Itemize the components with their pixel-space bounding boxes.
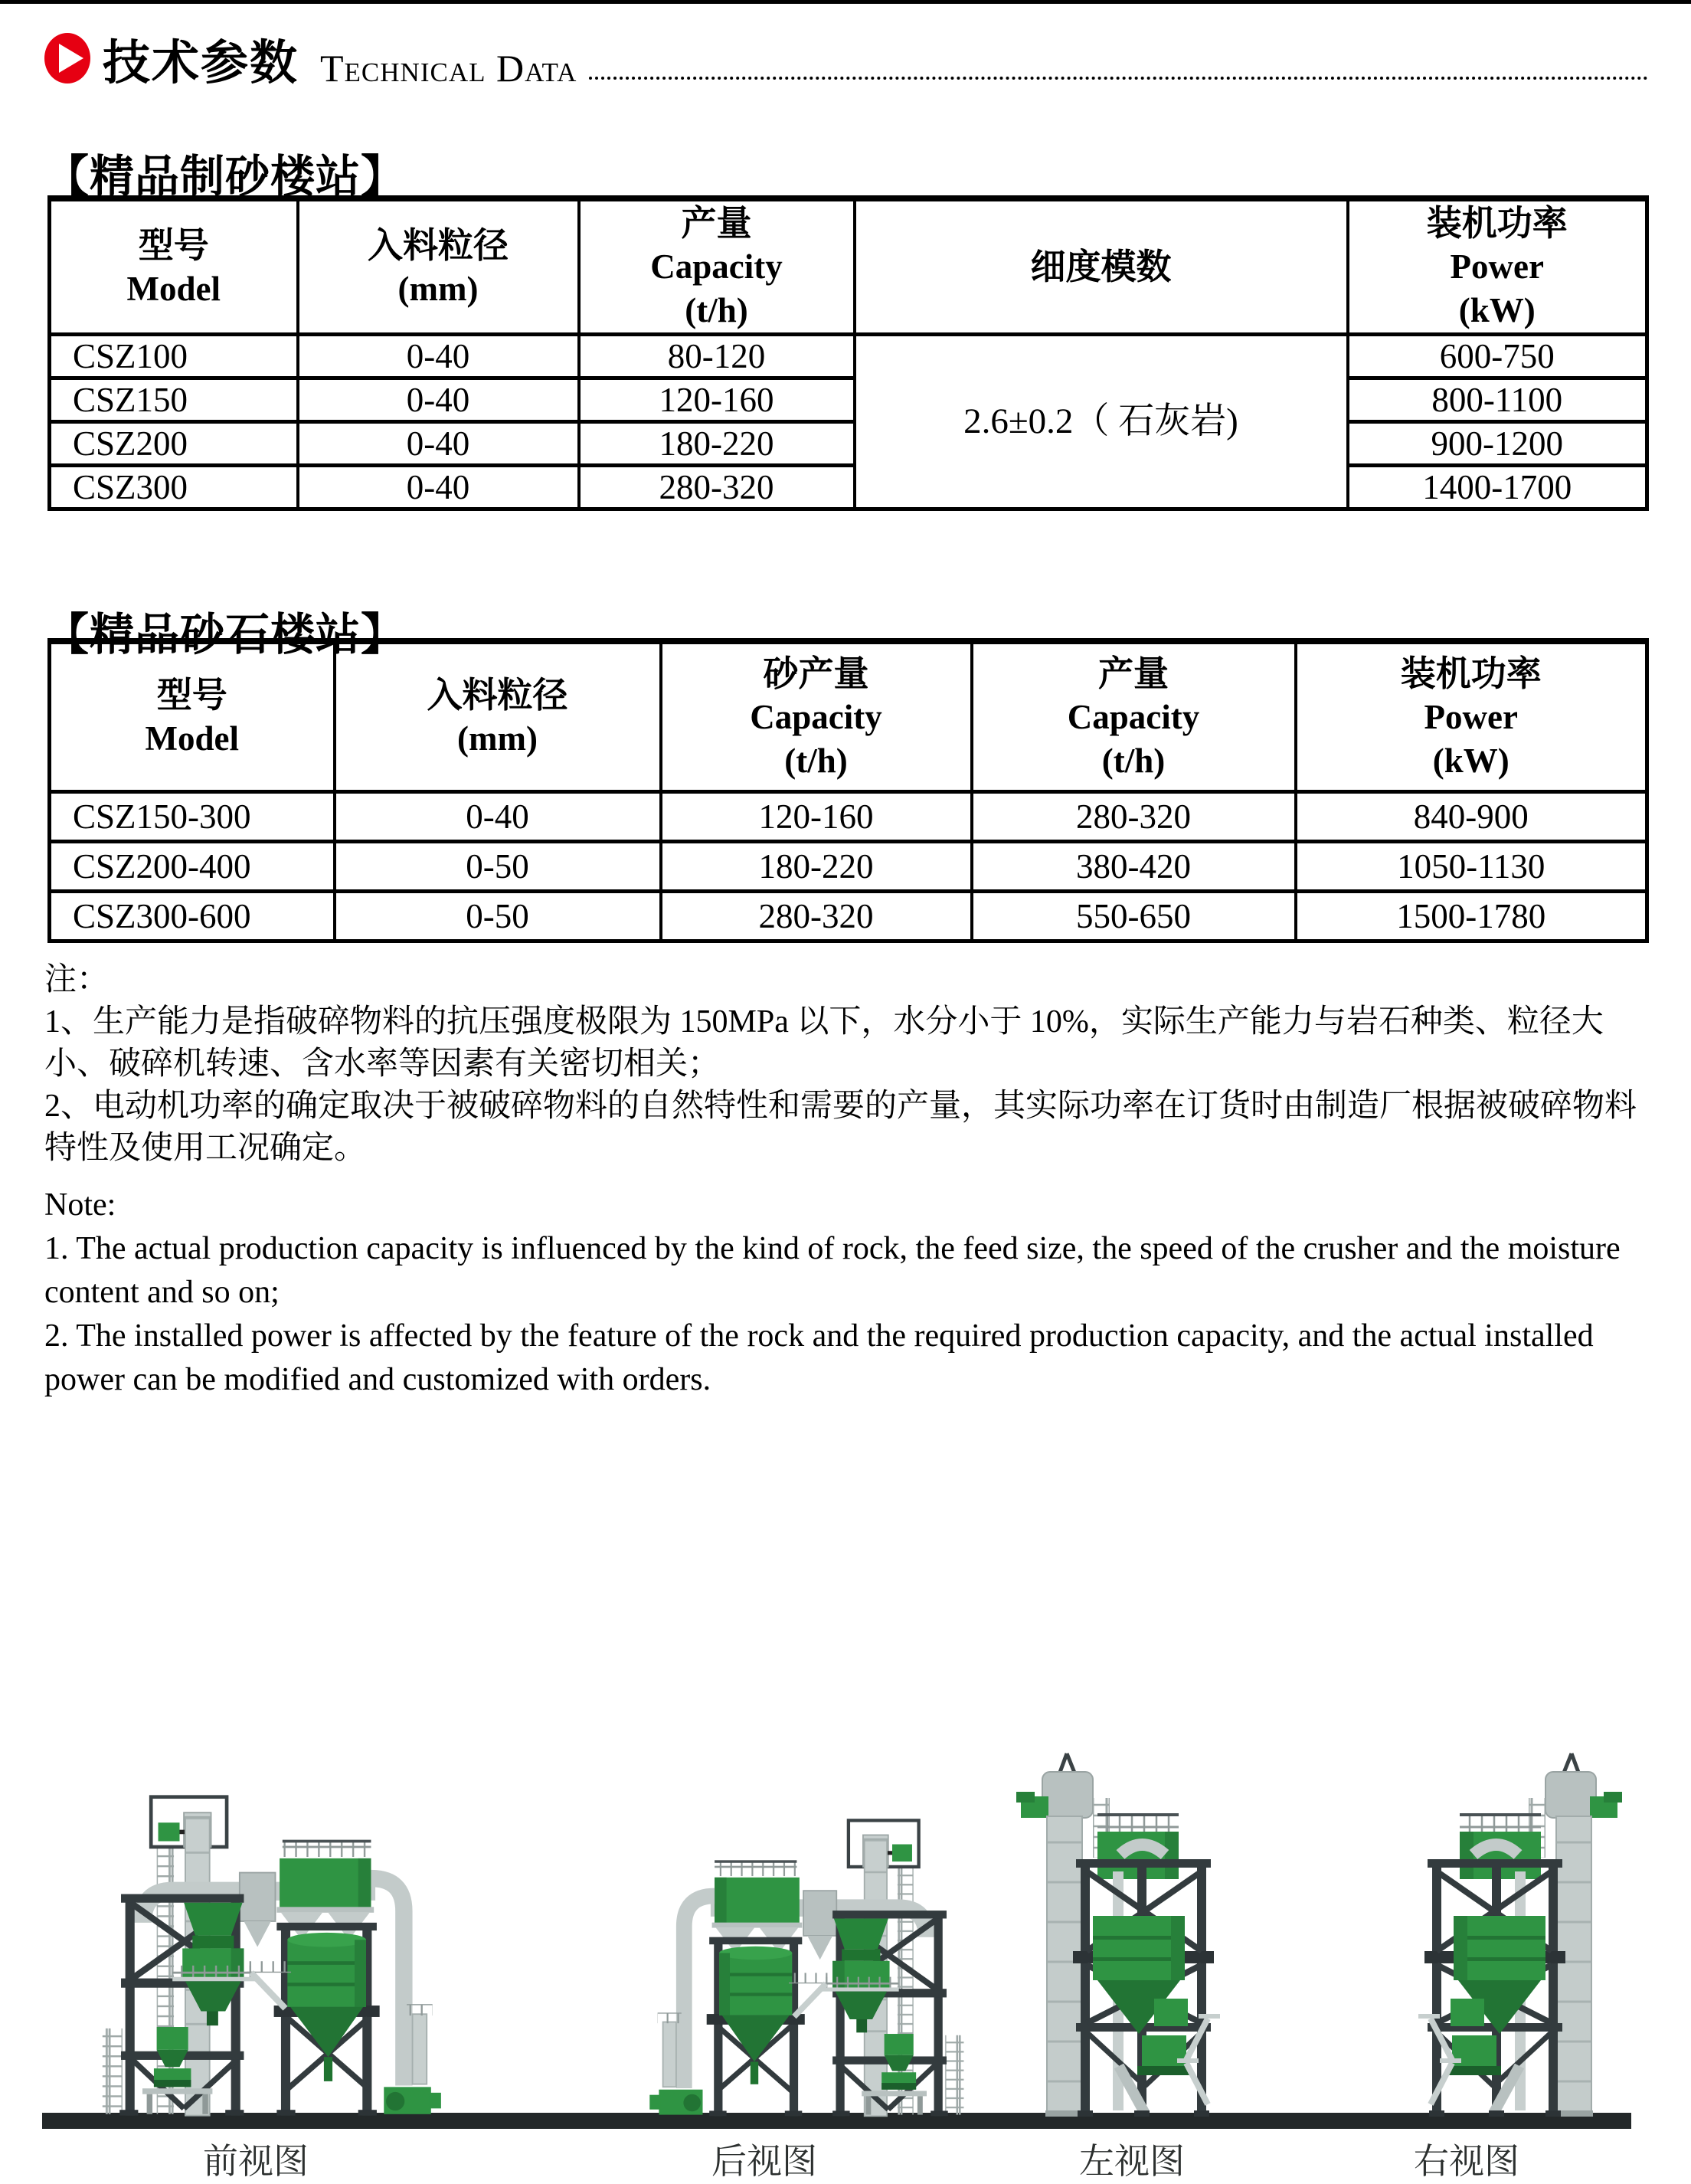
header-line: Model [126,269,221,308]
table-cell: 0-50 [335,842,661,892]
sand-making-spec-table [47,195,1649,511]
header-line: 细度模数 [1030,247,1172,287]
header-line: (t/h) [784,741,848,780]
table-cell: 0-40 [298,466,579,509]
sand-aggregate-spec-table [47,638,1649,943]
header-line: Capacity [750,697,882,736]
table-cell: 550-650 [972,892,1296,941]
header-line: (mm) [397,269,479,308]
col-header-sand-capacity [661,641,972,792]
col-header-feed-size [298,198,579,335]
table-cell: CSZ300-600 [50,892,335,941]
front-view-caption: 前视图 [203,2142,309,2181]
header-line: (mm) [457,719,538,758]
front-view-illustration [77,1751,505,2123]
header-line: 装机功率 [1400,653,1542,693]
back-view-illustration [590,1778,988,2123]
table-cell: CSZ150 [50,378,298,422]
col-header-power [1348,198,1647,335]
section-heading-sand-making: 【精品制砂楼站】 [44,152,407,202]
col-header-power [1296,641,1647,792]
header-line: 装机功率 [1426,203,1568,243]
notes-cn-item: 1、生产能力是指破碎物料的抗压强度极限为 150MPa 以下，水分小于 10%，实际生产能力与岩石种类、粒径大小、破碎机转速、含水率等因素有关密切相关； [44,1004,1604,1082]
right-view-illustration [1348,1724,1631,2123]
header-line: Power [1450,247,1544,286]
page-header [43,20,1648,90]
play-icon [43,31,92,89]
header-line: 型号 [138,224,209,265]
table-cell: 0-40 [298,378,579,422]
section-heading-sand-aggregate: 【精品砂石楼站】 [44,610,407,660]
table-cell: CSZ200 [50,422,298,466]
header-line: 型号 [156,675,227,715]
table-row [50,335,1647,378]
table-cell: 840-900 [1296,792,1647,842]
right-view-caption: 右视图 [1414,2142,1519,2181]
col-header-model [50,198,298,335]
top-rule [0,0,1691,4]
table-cell: 0-40 [298,335,579,378]
header-line: Power [1424,697,1518,736]
left-view-caption: 左视图 [1079,2142,1185,2181]
col-header-feed-size [335,641,661,792]
header-line: Capacity [1067,697,1200,736]
table-cell: 280-320 [972,792,1296,842]
table-header-row [50,641,1647,792]
table-cell: 1050-1130 [1296,842,1647,892]
notes-chinese [44,959,1648,1170]
table-cell: 0-40 [298,422,579,466]
col-header-capacity [972,641,1296,792]
left-view-figure [1007,1724,1290,2123]
table-row [50,378,1647,422]
table-cell: CSZ100 [50,335,298,378]
table-header-row [50,198,1647,335]
table-cell: 0-50 [335,892,661,941]
table-row [50,466,1647,509]
back-view-caption: 后视图 [711,2142,817,2181]
table-row [50,892,1647,941]
notes-cn-item: 2、电动机功率的确定取决于被破碎物料的自然特性和需要的产量，其实际功率在订货时由制造厂根据被破碎物料特性及使用工况确定。 [44,1089,1637,1166]
notes-english [44,1184,1648,1402]
table-cell: 600-750 [1348,335,1647,378]
table-cell: 0-40 [335,792,661,842]
table-cell: 120-160 [661,792,972,842]
header-line: 入料粒径 [368,224,509,265]
col-header-fineness-modulus [855,198,1348,335]
notes-cn-label: 注： [44,962,110,997]
table-cell: 800-1100 [1348,378,1647,422]
header-line: 砂产量 [763,653,869,693]
notes-en-item: 2. The installed power is affected by the feature of the rock and the required production capacity, and the actual installed power can be modified and customized with orders. [44,1318,1594,1397]
front-view-figure [77,1751,505,2123]
table-cell: 80-120 [579,335,855,378]
col-header-capacity [579,198,855,335]
notes-en-item: 1. The actual production capacity is influenced by the kind of rock, the feed size, the speed of the crusher and the moisture content and so on; [44,1231,1621,1310]
table-cell: CSZ200-400 [50,842,335,892]
page-title-cn: 技术参数 [103,37,299,90]
header-line: (t/h) [685,291,748,329]
header-line: (t/h) [1101,741,1166,780]
table-cell: 180-220 [579,422,855,466]
table-cell: 1400-1700 [1348,466,1647,509]
back-view-figure [590,1778,988,2123]
header-line: (kW) [1432,741,1509,780]
table-cell: 120-160 [579,378,855,422]
header-line: 产量 [1098,653,1169,693]
table-row [50,792,1647,842]
table-cell: 280-320 [579,466,855,509]
right-view-figure [1348,1724,1631,2123]
left-view-illustration [1007,1724,1290,2123]
dotted-leader [589,77,1648,80]
product-views [0,1716,1691,2179]
header-line: Model [145,719,239,758]
table-cell: 380-420 [972,842,1296,892]
table-cell: 1500-1780 [1296,892,1647,941]
table-cell: CSZ150-300 [50,792,335,842]
table-cell: 900-1200 [1348,422,1647,466]
fineness-modulus-merged-cell: 2.6±0.2（ 石灰岩) [855,335,1348,509]
table-cell: CSZ300 [50,466,298,509]
col-header-model [50,641,335,792]
header-line: 产量 [681,203,752,243]
table-row [50,842,1647,892]
header-line: Capacity [650,247,783,286]
page-title-en: Technical Data [320,47,577,90]
header-line: 入料粒径 [427,675,568,715]
table-row [50,422,1647,466]
table-cell: 280-320 [661,892,972,941]
notes-en-label: Note: [44,1187,116,1223]
header-line: (kW) [1458,291,1536,329]
table-cell: 180-220 [661,842,972,892]
